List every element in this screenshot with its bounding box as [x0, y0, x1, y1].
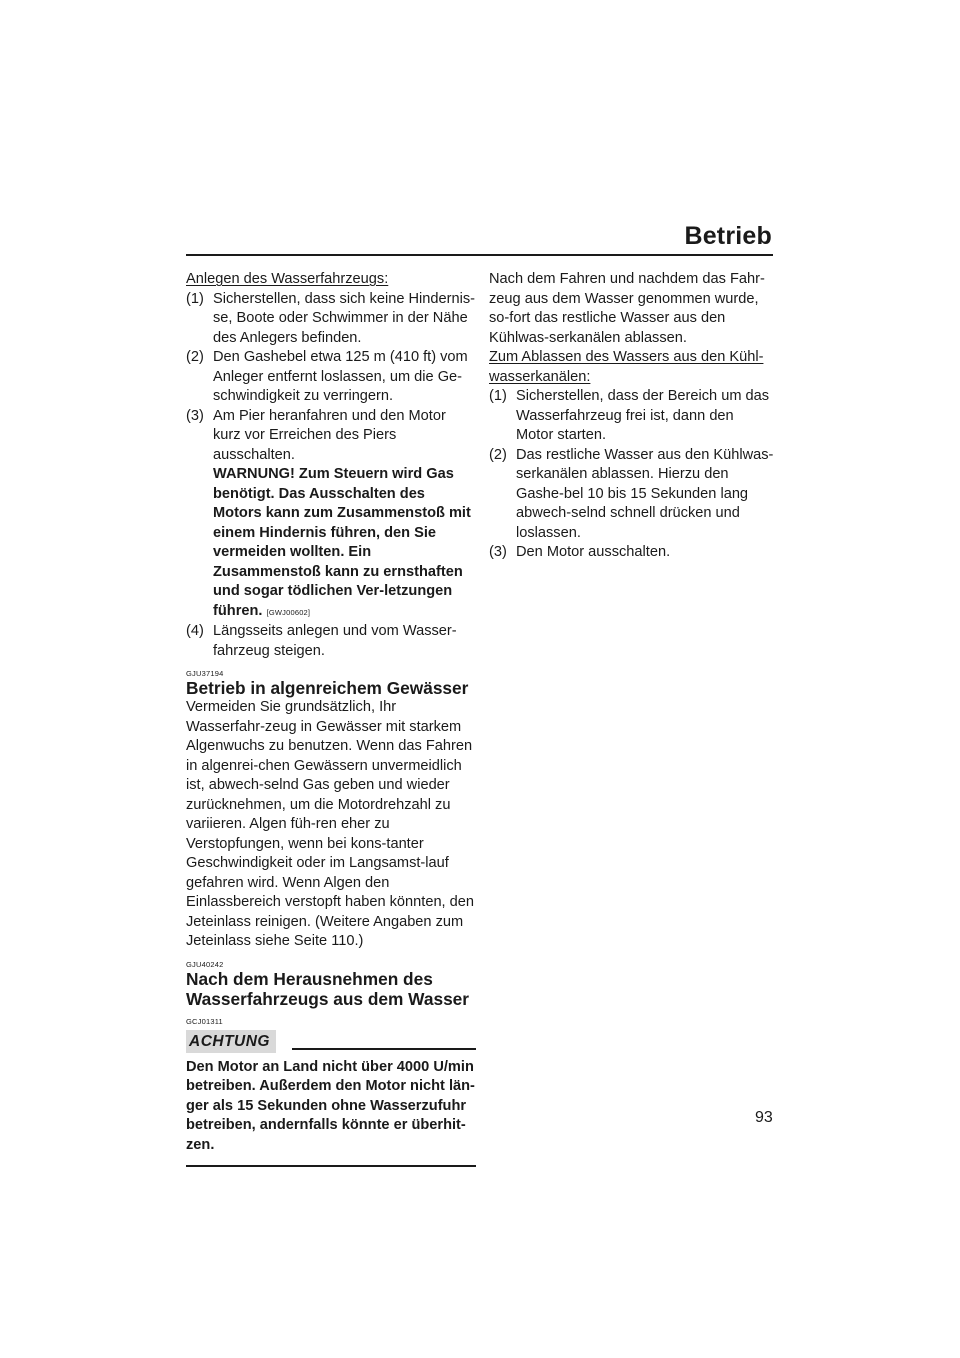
left-column	[186, 270, 476, 1167]
notice-code: GCJ01311	[186, 1016, 223, 1026]
section-heading: Betrieb in algenreichem Gewässer	[186, 678, 469, 698]
step-number: (3)	[186, 407, 204, 424]
section-body: Vermeiden Sie grundsätzlich, Ihr Wasserfahr-zeug in Gewässer mit starkem Algenwuchs zu benutzen. Wenn das Fahren in algenrei-chen Gewässern unvermeidlich ist, abwech-selnd Gas geben und wieder zurücknehmen, um die Motordrehzahl zu variieren. Algen füh-ren eher zu Verstopfungen, wenn bei kons-tanter Geschwindigkeit oder im Langsamst-lauf gefahren wird. Wenn Algen den Einlassbereich verstopft haben könnten, den Jeteinlass reinigen. (Weitere Angaben zum Jeteinlass siehe Seite 110.)	[186, 699, 475, 949]
section-code: GJU40242	[186, 959, 224, 969]
right-column	[489, 270, 775, 563]
achtung-body: Den Motor an Land nicht über 4000 U/min betreiben. Außerdem den Motor nicht län-ger als 15 Sekunden ohne Wasserzufuhr betreiben, andernfalls könnte er überhit-zen.	[186, 1058, 475, 1153]
header-divider	[186, 254, 773, 256]
intro-paragraph: Nach dem Fahren und nachdem das Fahr-zeug aus dem Wasser genommen wurde, so-fort das restliche Wasser aus den Kühlwas-serkanälen ablassen.	[489, 271, 765, 346]
list-item	[186, 622, 476, 661]
list-item	[186, 348, 476, 407]
step-text: Längsseits anlegen und vom Wasser-fahrzeug steigen.	[213, 623, 457, 659]
step-text-block	[213, 407, 476, 623]
step-number: (2)	[186, 349, 204, 365]
list-item	[489, 446, 775, 544]
step-text: Am Pier heranfahren und den Motor kurz vor Erreichen des Piers ausschalten.	[213, 407, 446, 463]
list-item	[186, 290, 476, 349]
step-number: (4)	[186, 623, 204, 639]
list-item	[489, 543, 775, 563]
page-title: Betrieb	[684, 222, 772, 250]
step-text: Den Gashebel etwa 125 m (410 ft) vom Anleger entfernt loslassen, um die Ge-schwindigkeit zu verringern.	[213, 349, 468, 404]
section-heading: Nach dem Herausnehmen des Wasserfahrzeugs aus dem Wasser	[186, 968, 470, 1009]
step-text: Den Motor ausschalten.	[516, 544, 671, 560]
step-text: Sicherstellen, dass sich keine Hindernis-se, Boote oder Schwimmer in der Nähe des Anlegers befinden.	[213, 290, 475, 346]
warning-code: [GWJ00602]	[266, 607, 311, 617]
drain-heading: Zum Ablassen des Wassers aus den Kühl-wasserkanälen:	[489, 349, 764, 385]
list-item	[186, 407, 476, 623]
section-code: GJU37194	[186, 669, 224, 678]
warning-text: WARNUNG! Zum Steuern wird Gas benötigt. Das Ausschalten des Motors kann zum Zusammenstoß mit einem Hindernis führen, den Sie vermeiden wollten. Ein Zusammenstoß kann zu ernsthaften und sogar tödlichen Ver-letzungen führen.	[213, 466, 471, 619]
step-number: (3)	[489, 544, 507, 560]
achtung-bottom-rule	[186, 1165, 476, 1167]
achtung-header	[186, 1027, 476, 1053]
step-number: (1)	[489, 388, 507, 404]
step-text: Sicherstellen, dass der Bereich um das Wasserfahrzeug frei ist, dann den Motor starten.	[516, 388, 770, 443]
achtung-rule	[292, 1048, 476, 1050]
step-text: Das restliche Wasser aus den Kühlwas-serkanälen ablassen. Hierzu den Gashe-bel 10 bis 15 Sekunden lang abwech-selnd schnell drücken und loslassen.	[516, 446, 774, 541]
step-number: (1)	[186, 290, 204, 307]
list-item	[489, 387, 775, 446]
step-number: (2)	[489, 446, 507, 463]
achtung-badge: ACHTUNG	[186, 1030, 276, 1053]
page-number: 93	[755, 1109, 773, 1126]
anlegen-heading: Anlegen des Wasserfahrzeugs:	[186, 271, 389, 287]
